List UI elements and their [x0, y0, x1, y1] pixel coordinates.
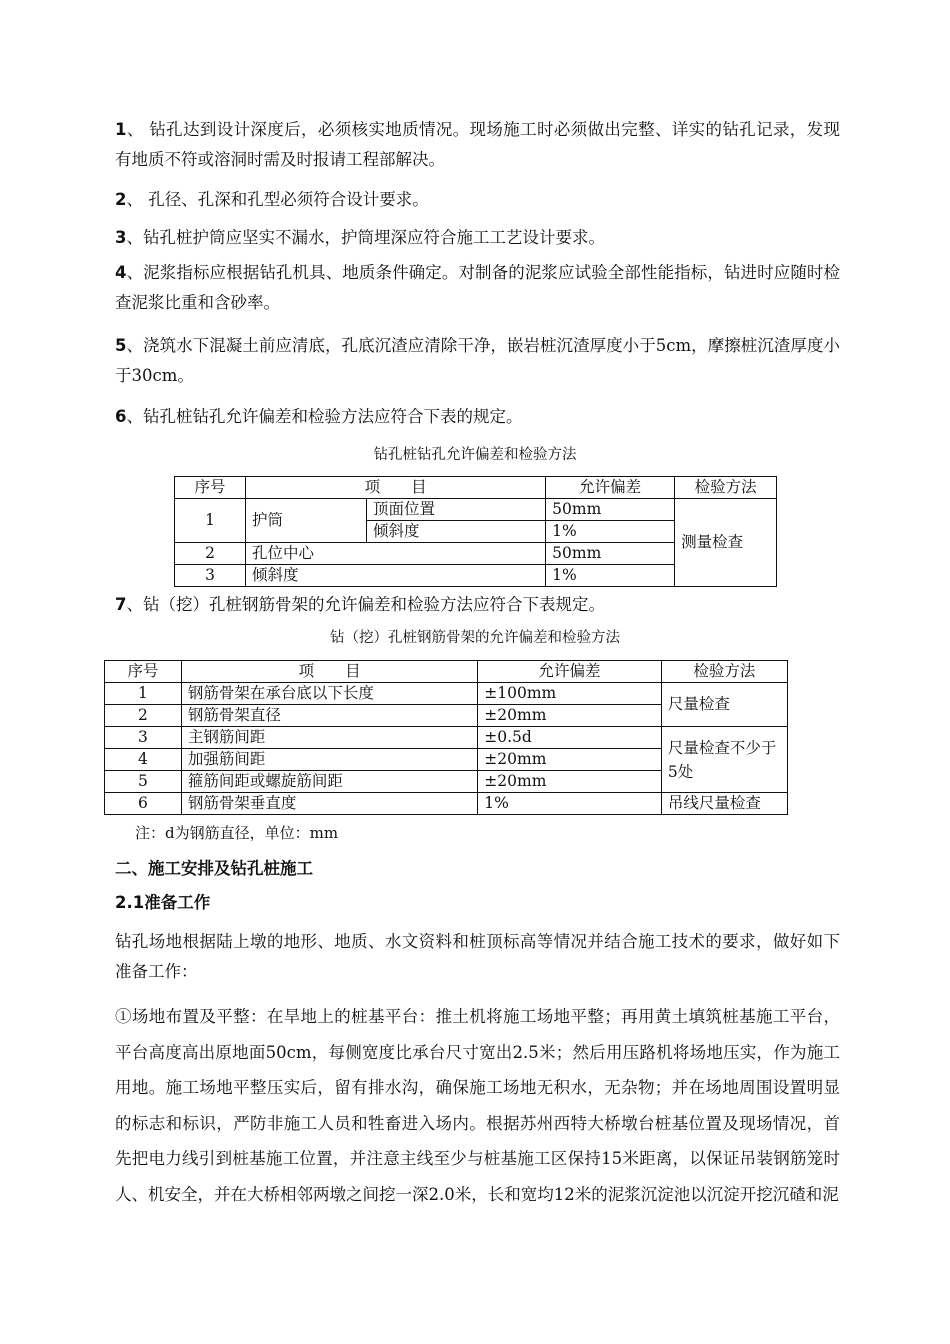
table-cell: 50mm: [546, 499, 675, 521]
table-cell: 1: [175, 499, 246, 543]
table-cell: 5: [105, 771, 182, 793]
table-cell: ±0.5d: [478, 727, 662, 749]
table-cell: 钢筋骨架垂直度: [181, 793, 477, 815]
table-header: 序号: [105, 661, 182, 683]
paragraph-text: 、钻孔桩护筒应坚实不漏水，护筒埋深应符合施工工艺设计要求。: [126, 228, 605, 247]
paragraph-6: [115, 402, 840, 432]
paragraph-number: 7: [115, 595, 127, 614]
drilling-tolerance-table: [174, 476, 777, 587]
table-cell: 3: [105, 727, 182, 749]
table-header: 允许偏差: [478, 661, 662, 683]
paragraph-text: 、钻孔桩钻孔允许偏差和检验方法应符合下表的规定。: [126, 407, 523, 426]
table-cell: 尺量检查: [661, 683, 787, 727]
table-cell: 2: [105, 705, 182, 727]
table-header: 项 目: [181, 661, 477, 683]
paragraph-number: 1: [115, 120, 127, 139]
paragraph-3: [115, 223, 840, 253]
table-cell: 钢筋骨架直径: [181, 705, 477, 727]
paragraph-text: 、钻（挖）孔桩钢筋骨架的允许偏差和检验方法应符合下表规定。: [126, 595, 605, 614]
table-cell: 主钢筋间距: [181, 727, 477, 749]
paragraph-5: [115, 331, 840, 391]
paragraph-number: 2: [115, 190, 127, 209]
section-paragraph-2: ①场地布置及平整：在旱地上的桩基平台：推土机将施工场地平整；再用黄土填筑桩基施工平台，平台高度高出原地面50cm，每侧宽度比承台尺寸宽出2.5米；然后用压路机将场地压实，作为施工用地。施工场地平整压实后，留有排水沟，确保施工场地无积水，无杂物；并在场地周围设置明显的标志和标识，严防非施工人员和牲畜进入场内。根据苏州西特大桥墩台桩基位置及现场情况，首先把电力线引到桩基施工位置，并注意主线至少与桩基施工区保持15米距离，以保证吊装钢筋笼时人、机安全，并在大桥相邻两墩之间挖一深2.0米，长和宽均12米的泥浆沉淀池以沉淀开挖沉碴和泥: [115, 1007, 840, 1204]
paragraph-2: [115, 185, 840, 215]
subsection-heading: 2.1准备工作: [115, 893, 211, 912]
section-heading: 二、施工安排及钻孔桩施工: [115, 859, 313, 878]
paragraph-number: 3: [115, 228, 127, 247]
table-cell: 6: [105, 793, 182, 815]
paragraph-1: [115, 115, 840, 175]
paragraph-text: 、浇筑水下混凝土前应清底，孔底沉渣应清除干净，嵌岩桩沉渣厚度小于5cm，摩擦桩沉渣厚度小于30cm。: [115, 336, 840, 385]
table-cell: 吊线尺量检查: [661, 793, 787, 815]
table-cell: 倾斜度: [246, 565, 546, 587]
paragraph-number: 4: [115, 263, 127, 282]
table-cell: 1%: [546, 565, 675, 587]
table1-caption: 钻孔桩钻孔允许偏差和检验方法: [373, 447, 577, 463]
paragraph-number: 5: [115, 336, 127, 355]
table-cell: 1%: [478, 793, 662, 815]
table-cell: 倾斜度: [367, 521, 546, 543]
table-cell: 加强筋间距: [181, 749, 477, 771]
paragraph-number: 6: [115, 407, 127, 426]
table-cell: ±20mm: [478, 771, 662, 793]
table-cell: 护筒: [246, 499, 367, 543]
table-cell: 1: [105, 683, 182, 705]
paragraph-text: 、泥浆指标应根据钻孔机具、地质条件确定。对制备的泥浆应试验全部性能指标，钻进时应随时检查泥浆比重和含砂率。: [115, 263, 840, 312]
table-header: 检验方法: [675, 477, 777, 499]
table-cell: 箍筋间距或螺旋筋间距: [181, 771, 477, 793]
table-cell: 测量检查: [675, 499, 777, 587]
table-cell: 顶面位置: [367, 499, 546, 521]
table-cell: 4: [105, 749, 182, 771]
table-cell: 钢筋骨架在承台底以下长度: [181, 683, 477, 705]
table-note: 注：d为钢筋直径，单位：mm: [135, 824, 339, 842]
paragraph-4: [115, 258, 840, 318]
table-cell: 50mm: [546, 543, 675, 565]
table-header: 序号: [175, 477, 246, 499]
table-cell: ±20mm: [478, 705, 662, 727]
paragraph-7: [115, 590, 840, 620]
table-cell: 孔位中心: [246, 543, 546, 565]
table2-caption: 钻（挖）孔桩钢筋骨架的允许偏差和检验方法: [330, 630, 620, 646]
table-cell: ±100mm: [478, 683, 662, 705]
table-header: 检验方法: [661, 661, 787, 683]
table-header: 允许偏差: [546, 477, 675, 499]
table-cell: 2: [175, 543, 246, 565]
table-cell: 1%: [546, 521, 675, 543]
table-header: 项 目: [246, 477, 546, 499]
table-cell: 尺量检查不少于5处: [661, 727, 787, 793]
paragraph-text: 、 钻孔达到设计深度后，必须核实地质情况。现场施工时必须做出完整、详实的钻孔记录，发现有地质不符或溶洞时需及时报请工程部解决。: [115, 120, 840, 169]
table-cell: ±20mm: [478, 749, 662, 771]
paragraph-text: 、 孔径、孔深和孔型必须符合设计要求。: [126, 190, 429, 209]
table-cell: 3: [175, 565, 246, 587]
section-paragraph-1: 钻孔场地根据陆上墩的地形、地质、水文资料和桩顶标高等情况并结合施工技术的要求，做好如下准备工作：: [115, 932, 840, 981]
rebar-cage-tolerance-table: [104, 660, 788, 815]
